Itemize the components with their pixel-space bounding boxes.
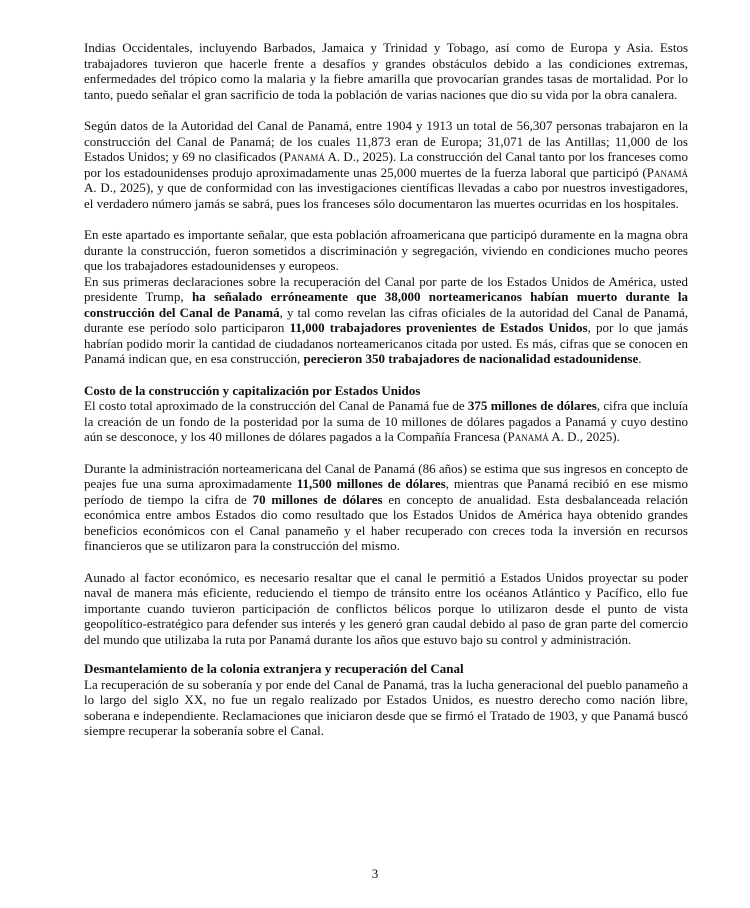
citation: Panamá A. D., 2025: [283, 149, 389, 164]
text-span: El costo total aproximado de la construcción del Canal de Panamá fue de: [84, 398, 468, 413]
bold-statement: ha señalado erróneamente que 38,000 norteamericanos habían muerto durante la construcción del Canal de Panamá: [84, 289, 688, 320]
text-span: Según datos de la Autoridad del Canal de Panamá, entre 1904 y 1913 un total de 56,307 personas trabajaron en la construcción del Canal de Panamá; de los cuales 11,873 eran de Europa; 31,071 de las Antillas; 11,000 de los Estados Unidos; y 69 no clasificados (: [84, 118, 688, 164]
paragraph-toll-revenue: [84, 461, 688, 554]
bold-statement: perecieron 350 trabajadores de nacionalidad estadounidense: [303, 351, 639, 366]
text-span: En sus primeras declaraciones sobre la recuperación del Canal por parte de los Estados Unidos de América, usted presidente Trump,: [84, 273, 688, 304]
text-span: , mientras que Panamá recibió en ese mismo período de tiempo la cifra de: [84, 476, 689, 507]
paragraph-construction-cost: [84, 398, 688, 445]
paragraph-discrimination: En este apartado es importante señalar, que esta población afroamericana que participó duramente en la magna obra durante la construcción, fueron sometidos a discriminación y segregación, viviendo en condiciones mucho peores que los trabajadores estadounidenses y europeos.: [84, 227, 688, 273]
bold-statement: 11,000 trabajadores provenientes de Estados Unidos: [289, 320, 588, 335]
text-span: .: [638, 351, 642, 366]
paragraph-canal-authority-data: [84, 118, 688, 211]
section-heading-recovery: Desmantelamiento de la colonia extranjera y recuperación del Canal: [84, 661, 464, 676]
text-span: ). La construcción del Canal tanto por los franceses como por los estadounidenses produjo aproximadamente unas 25,000 muertes de la fuerza laboral que participó (: [84, 149, 688, 180]
text-span: , y tal como revelan las cifras oficiales de la autoridad del Canal de Panamá, durante ese período solo participaron: [84, 304, 688, 335]
citation: Panamá A. D., 2025: [507, 429, 613, 444]
paragraph-trump-declarations: [84, 274, 688, 367]
paragraph-workers-origin: Indias Occidentales, incluyendo Barbados, Jamaica y Trinidad y Tobago, así como de Europa y Asia. Estos trabajadores tuvieron que hacerle frente a desafíos y grandes obstáculos debido a las condiciones extremas, enfermedades del trópico como la malaria y la fiebre amarilla que provocarían grandes tasas de mortalidad. Por lo tanto, puedo señalar el gran sacrificio de toda la población de varias naciones que dio su vida por la obra canalera.: [84, 40, 688, 102]
paragraph-naval-power: Aunado al factor económico, es necesario resaltar que el canal le permitió a Estados Unidos proyectar su poder naval de manera más eficiente, reduciendo el tiempo de tránsito entre los océanos Atlántico y Pacífico, ello fue importante cuando tuvieron participación de conflictos bélicos porque lo utilizaron desde el punto de vista geopolítico-estratégico para defender sus interés y les generó gran caudal debido al paso de gran parte del comercio del mundo que utilizaba la ruta por Panamá durante los años que estuvo bajo su control y administración.: [84, 569, 688, 647]
text-span: , por lo que jamás habrían podido morir la cantidad de ciudadanos norteamericanos citada por usted. Es más, cifras que se conocen en Panamá indican que, en esa construcción,: [84, 320, 689, 366]
text-span: en concepto de anualidad. Esta desbalanceada relación económica entre ambos Estados dio como resultado que los Estados Unidos de América haya obtenido grandes beneficios económicos con el Canal panameño y el haber recuperado con creces toda la inversión en recursos financieros que se utilizaron para la construcción del mismo.: [84, 491, 688, 553]
bold-figure: 70 millones de dólares: [252, 491, 383, 507]
bold-figure: 11,500 millones de dólares: [296, 476, 446, 491]
citation: Panamá A. D., 2025: [84, 164, 688, 195]
section-heading-cost: Costo de la construcción y capitalización por Estados Unidos: [84, 382, 421, 398]
text-span: ), y que de conformidad con las investigaciones científicas llevadas a cabo por nuestros investigadores, el verdadero número jamás se sabrá, pues los franceses sólo documentaron las muertes ocurridas en los hospitales.: [84, 180, 688, 211]
paragraph-sovereignty: La recuperación de su soberanía y por ende del Canal de Panamá, tras la lucha generacional del pueblo panameño a lo largo del siglo XX, no fue un regalo realizado por Estados Unidos, es nuestro derecho como nación libre, soberana e independiente. Reclamaciones que iniciaron desde que se firmó el Tratado de 1903, y que Panamá buscó siempre recuperar la soberanía sobre el Canal.: [84, 676, 688, 738]
text-span: , cifra que incluía la creación de un fondo de la posteridad por la suma de 10 millones de dólares pagados a Panamá y cuyo destino aún se desconoce, y los 40 millones de dólares pagados a la Compañía Francesa (: [84, 398, 688, 444]
page-number: 3: [371, 866, 379, 881]
text-span: Durante la administración norteamericana del Canal de Panamá (86 años) se estima que sus ingresos en concepto de peajes fue una suma aproximadamente: [84, 460, 688, 491]
bold-figure: 375 millones de dólares: [467, 398, 597, 413]
text-span: ).: [612, 429, 620, 444]
